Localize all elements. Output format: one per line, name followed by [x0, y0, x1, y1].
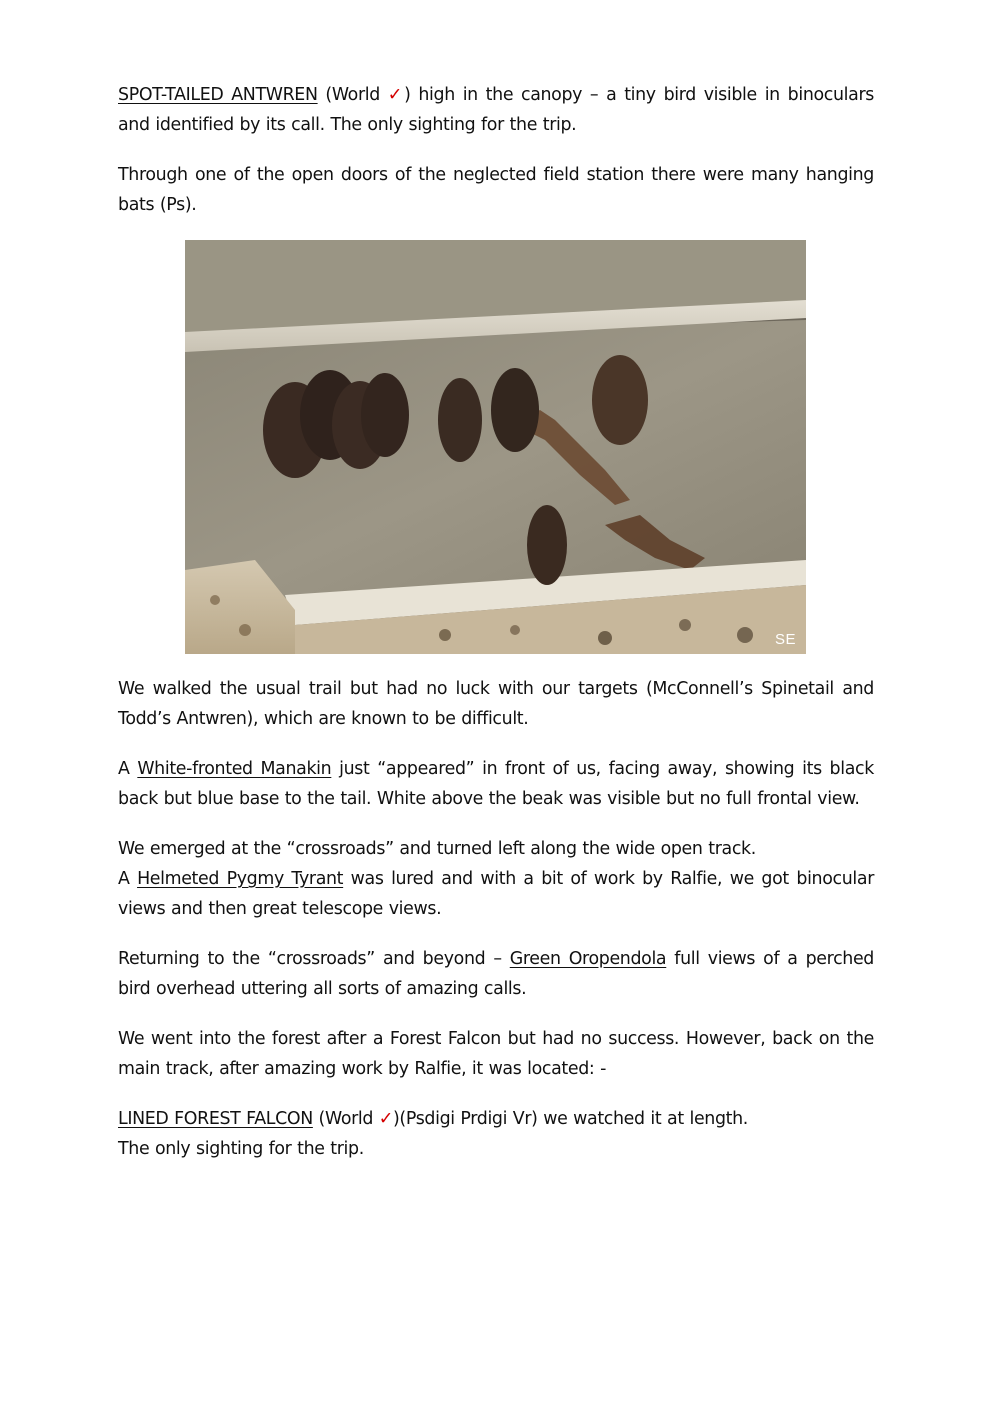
- text-fragment: (World: [317, 85, 388, 105]
- text-fragment: ) high in the canopy – a tiny bird visible in binoculars and identified by its call. The only sighting for the trip.: [118, 85, 874, 135]
- species-name: White-fronted Manakin: [137, 759, 332, 779]
- text-fragment: A: [118, 869, 138, 889]
- species-name: Helmeted Pygmy Tyrant: [137, 869, 344, 889]
- species-name: LINED FOREST FALCON: [118, 1109, 313, 1129]
- checkmark-icon: ✓: [378, 1109, 393, 1129]
- paragraph-pygmy-tyrant: [118, 864, 874, 924]
- photo-credit: SE: [774, 631, 796, 648]
- checkmark-icon: ✓: [387, 85, 405, 105]
- text-fragment: full views of a perched bird overhead uttering all sorts of amazing calls.: [118, 949, 874, 999]
- paragraph-oropendola: [118, 944, 874, 1004]
- paragraph-usual-trail: We walked the usual trail but had no luck with our targets (McConnell’s Spinetail and Todd’s Antwren), which are known to be difficult.: [118, 679, 874, 729]
- paragraph-forest-falcon: We went into the forest after a Forest Falcon but had no success. However, back on the main track, after amazing work by Ralfie, it was located: -: [118, 1029, 874, 1079]
- document-page: [118, 80, 874, 1164]
- text-fragment: )(Psdigi Prdigi Vr) we watched it at length.: [393, 1109, 748, 1129]
- text-fragment: The only sighting for the trip.: [118, 1139, 364, 1159]
- species-name: SPOT-TAILED ANTWREN: [118, 85, 318, 105]
- species-name: Green Oropendola: [509, 949, 667, 969]
- paragraph-manakin: [118, 754, 874, 814]
- text-fragment: was lured and with a bit of work by Ralfie, we got binocular views and then great telescope views.: [118, 869, 874, 919]
- bats-photo: [185, 240, 806, 654]
- paragraph-crossroads: We emerged at the “crossroads” and turned left along the wide open track.: [118, 839, 756, 859]
- paragraph-lined-forest-falcon: [118, 1104, 874, 1164]
- text-fragment: Returning to the “crossroads” and beyond –: [118, 949, 510, 969]
- paragraph-bats: Through one of the open doors of the neglected field station there were many hanging bats (Ps).: [118, 165, 874, 215]
- text-fragment: (World: [312, 1109, 379, 1129]
- text-fragment: just “appeared” in front of us, facing away, showing its black back but blue base to the tail. White above the beak was visible but no full frontal view.: [118, 759, 874, 809]
- paragraph-spot-tailed-antwren: [118, 80, 874, 140]
- text-fragment: A: [118, 759, 138, 779]
- bats-photo-illustration: [185, 240, 806, 654]
